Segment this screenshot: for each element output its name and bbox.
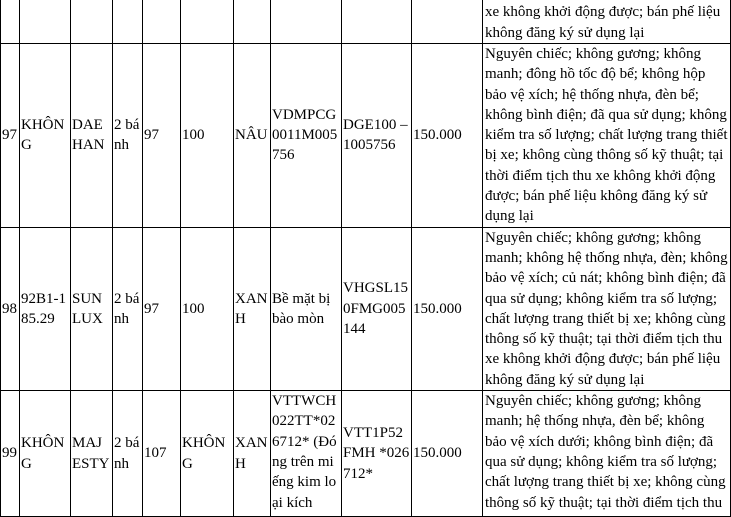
table-row — [1, 227, 731, 390]
description-cell: Nguyên chiếc; không gương; không manh; đông hồ tốc độ bể; không hộp bảo vệ xích; hệ thống nhựa, đèn bể; không bình điện; đã qua sử dụng; không kiểm tra số lượng; chất lượng trang thiết bị xe; không cùng thông số kỹ thuật; tại thời điểm tịch thu xe không khởi động được; bán phế liệu không đăng ký sử dụng lại — [483, 44, 731, 228]
plate-cell — [20, 0, 71, 44]
brand-cell: MAJESTY — [71, 391, 113, 517]
table-row-continued — [1, 0, 731, 44]
description-cell: xe không khởi động được; bán phế liệu không đăng ký sử dụng lại — [483, 0, 731, 44]
plate-cell: 92B1-185.29 — [20, 227, 71, 390]
type-cell: 2 bánh — [113, 227, 143, 390]
description-cell: Nguyên chiếc; không gương; không manh; không hệ thống nhựa, đèn; không bảo vệ xích; củ nát; không bình điện; đã qua sử dụng; không kiểm tra số lượng; chất lượng trang thiết bị xe; không cùng thông số kỹ thuật; tại thời điểm tịch thu xe không khởi động được; bán phế liệu không đăng ký sử dụng lại — [483, 227, 731, 390]
brand-cell — [71, 0, 113, 44]
stt-cell: 99 — [1, 391, 20, 517]
frame-no-cell: VHGSL150FMG005144 — [342, 227, 412, 390]
frame-no-cell — [342, 0, 412, 44]
table-row — [1, 391, 731, 517]
price-cell — [412, 0, 483, 44]
capacity-cell — [181, 0, 234, 44]
price-cell: 150.000 — [412, 391, 483, 517]
price-cell: 150.000 — [412, 44, 483, 228]
engine-no-cell: Bề mặt bị bào mòn — [271, 227, 342, 390]
brand-cell: SUNLUX — [71, 227, 113, 390]
plate-cell: KHÔNG — [20, 44, 71, 228]
plate-cell: KHÔNG — [20, 391, 71, 517]
type-cell: 2 bánh — [113, 44, 143, 228]
quality-cell: 107 — [143, 391, 181, 517]
color-cell — [234, 0, 271, 44]
type-cell — [113, 0, 143, 44]
description-cell: Nguyên chiếc; không gương; không manh; hệ thống nhựa, đèn bể; không bảo vệ xích dưới; không bình điện; đã qua sử dụng; không kiểm tra số lượng; chất lượng trang thiết bị xe; không cùng thông số kỹ thuật; tại thời điểm tịch thu — [483, 391, 731, 517]
quality-cell: 97 — [143, 44, 181, 228]
brand-cell: DAEHAN — [71, 44, 113, 228]
engine-no-cell — [271, 0, 342, 44]
capacity-cell: 100 — [181, 227, 234, 390]
capacity-cell: 100 — [181, 44, 234, 228]
quality-cell — [143, 0, 181, 44]
type-cell: 2 bánh — [113, 391, 143, 517]
color-cell: XANH — [234, 391, 271, 517]
stt-cell: 98 — [1, 227, 20, 390]
capacity-cell: KHÔNG — [181, 391, 234, 517]
stt-cell — [1, 0, 20, 44]
color-cell: NÂU — [234, 44, 271, 228]
frame-no-cell: VTT1P52FMH *026712* — [342, 391, 412, 517]
engine-no-cell: VDMPCG0011M005756 — [271, 44, 342, 228]
quality-cell: 97 — [143, 227, 181, 390]
color-cell: XANH — [234, 227, 271, 390]
stt-cell: 97 — [1, 44, 20, 228]
engine-no-cell: VTTWCH022TT*026712* (Đóng trên miếng kim loại kích — [271, 391, 342, 517]
table-row — [1, 44, 731, 228]
price-cell: 150.000 — [412, 227, 483, 390]
frame-no-cell: DGE100 – 1005756 — [342, 44, 412, 228]
